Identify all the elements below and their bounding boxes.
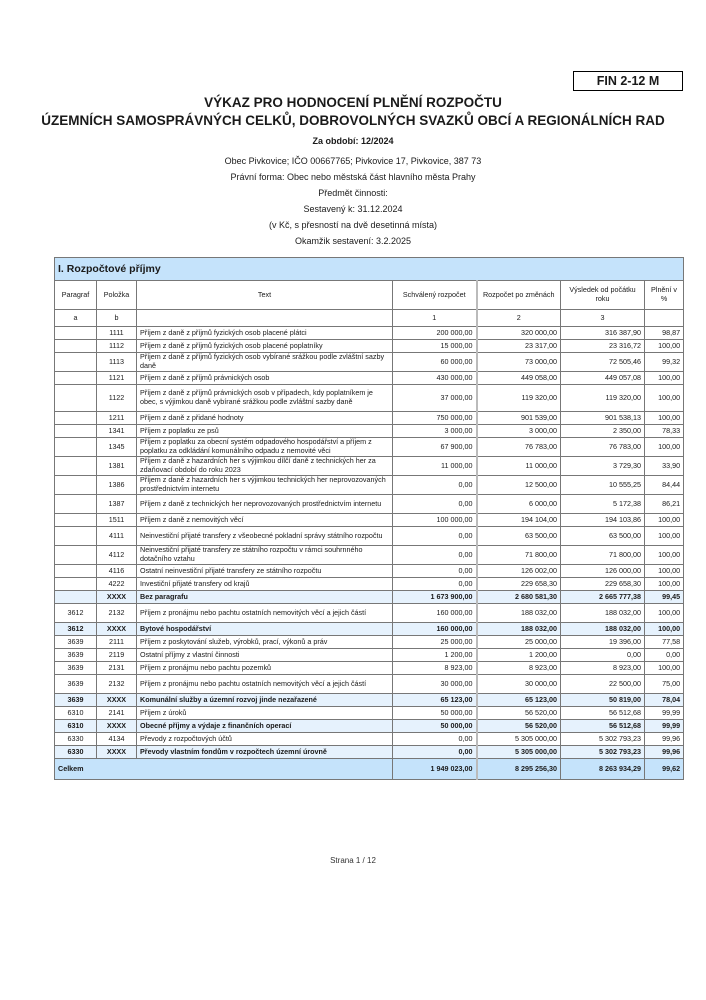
cell-text: Bytové hospodářství [137, 623, 393, 636]
cell-polozka: 1111 [97, 327, 137, 340]
col-header-schvaleny: Schválený rozpočet [393, 281, 477, 310]
cell-polozka: 1112 [97, 340, 137, 353]
cell-po-zmenach: 56 520,00 [477, 720, 561, 733]
cell-vysledek: 5 302 793,23 [561, 746, 645, 759]
cell-plneni: 33,90 [645, 457, 684, 476]
cell-vysledek: 56 512,68 [561, 707, 645, 720]
cell-text: Příjem z poplatku ze psů [137, 425, 393, 438]
cell-vysledek: 19 396,00 [561, 636, 645, 649]
cell-vysledek: 22 500,00 [561, 675, 645, 694]
cell-polozka: 4112 [97, 546, 137, 565]
table-row [55, 636, 684, 649]
cell-schvaleny: 160 000,00 [393, 604, 477, 623]
col-code-b: b [97, 310, 137, 327]
section-title: I. Rozpočtové příjmy [55, 258, 684, 281]
col-code-a: a [55, 310, 97, 327]
cell-po-zmenach: 3 000,00 [477, 425, 561, 438]
cell-po-zmenach: 12 500,00 [477, 476, 561, 495]
cell-vysledek: 71 800,00 [561, 546, 645, 565]
cell-text: Neinvestiční přijaté transfery z všeobecné pokladní správy státního rozpočtu [137, 527, 393, 546]
cell-schvaleny: 200 000,00 [393, 327, 477, 340]
cell-vysledek: 23 316,72 [561, 340, 645, 353]
cell-plneni: 78,33 [645, 425, 684, 438]
cell-paragraf [55, 578, 97, 591]
cell-schvaleny: 50 000,00 [393, 720, 477, 733]
col-code-3: 3 [561, 310, 645, 327]
cell-plneni: 99,99 [645, 707, 684, 720]
table-row [55, 514, 684, 527]
cell-vysledek: 901 538,13 [561, 412, 645, 425]
cell-schvaleny: 0,00 [393, 476, 477, 495]
cell-plneni: 99,96 [645, 746, 684, 759]
total-vysledek: 8 263 934,29 [561, 759, 645, 780]
cell-vysledek: 72 505,46 [561, 353, 645, 372]
table-row [55, 604, 684, 623]
cell-text: Příjem z daně z příjmů právnických osob v případech, kdy poplatníkem je obec, s výjimkou daně vybírané srážkou podle zvláštní sazby daně [137, 385, 393, 412]
cell-po-zmenach: 188 032,00 [477, 623, 561, 636]
total-row [55, 759, 684, 780]
report-period: Za období: 12/2024 [312, 136, 394, 146]
cell-polozka: 1341 [97, 425, 137, 438]
cell-paragraf [55, 438, 97, 457]
cell-polozka: 1113 [97, 353, 137, 372]
cell-polozka: 2131 [97, 662, 137, 675]
cell-vysledek: 76 783,00 [561, 438, 645, 457]
report-subtitle: ÚZEMNÍCH SAMOSPRÁVNÝCH CELKŮ, DOBROVOLNÝCH SVAZKŮ OBCÍ A REGIONÁLNÍCH RAD [41, 113, 665, 128]
col-header-polozka: Položka [97, 281, 137, 310]
cell-polozka: 1381 [97, 457, 137, 476]
cell-plneni: 77,58 [645, 636, 684, 649]
table-row [55, 385, 684, 412]
cell-text: Příjem z daně z příjmů fyzických osob placené poplatníky [137, 340, 393, 353]
cell-text: Příjem z daně z příjmů právnických osob [137, 372, 393, 385]
cell-text: Příjem z daně z příjmů fyzických osob vybírané srážkou podle zvláštní sazby daně [137, 353, 393, 372]
cell-schvaleny: 430 000,00 [393, 372, 477, 385]
cell-schvaleny: 3 000,00 [393, 425, 477, 438]
cell-schvaleny: 37 000,00 [393, 385, 477, 412]
cell-paragraf: 3639 [55, 662, 97, 675]
cell-po-zmenach: 5 305 000,00 [477, 733, 561, 746]
table-row [55, 438, 684, 457]
cell-vysledek: 188 032,00 [561, 623, 645, 636]
table-row [55, 707, 684, 720]
cell-plneni: 100,00 [645, 514, 684, 527]
cell-text: Příjem z daně z nemovitých věcí [137, 514, 393, 527]
cell-paragraf [55, 527, 97, 546]
cell-po-zmenach: 71 800,00 [477, 546, 561, 565]
cell-plneni: 100,00 [645, 662, 684, 675]
cell-po-zmenach: 188 032,00 [477, 604, 561, 623]
cell-vysledek: 5 172,38 [561, 495, 645, 514]
cell-vysledek: 8 923,00 [561, 662, 645, 675]
cell-vysledek: 63 500,00 [561, 527, 645, 546]
col-code-text [137, 310, 393, 327]
cell-vysledek: 56 512,68 [561, 720, 645, 733]
cell-polozka: 1121 [97, 372, 137, 385]
cell-polozka: 2119 [97, 649, 137, 662]
cell-vysledek: 188 032,00 [561, 604, 645, 623]
cell-schvaleny: 1 200,00 [393, 649, 477, 662]
cell-plneni: 78,04 [645, 694, 684, 707]
cell-text: Bez paragrafu [137, 591, 393, 604]
table-row [55, 675, 684, 694]
cell-paragraf [55, 340, 97, 353]
cell-schvaleny: 50 000,00 [393, 707, 477, 720]
column-header-row [55, 281, 684, 310]
cell-vysledek: 50 819,00 [561, 694, 645, 707]
cell-paragraf [55, 353, 97, 372]
cell-schvaleny: 67 900,00 [393, 438, 477, 457]
cell-paragraf: 6330 [55, 746, 97, 759]
subtotal-row [55, 720, 684, 733]
cell-polozka: 2132 [97, 604, 137, 623]
cell-po-zmenach: 901 539,00 [477, 412, 561, 425]
cell-po-zmenach: 229 658,30 [477, 578, 561, 591]
cell-polozka: 4111 [97, 527, 137, 546]
cell-po-zmenach: 320 000,00 [477, 327, 561, 340]
cell-vysledek: 194 103,86 [561, 514, 645, 527]
cell-schvaleny: 60 000,00 [393, 353, 477, 372]
cell-text: Příjem z daně z technických her neprovozovaných prostřednictvím internetu [137, 495, 393, 514]
col-header-paragraf: Paragraf [55, 281, 97, 310]
cell-polozka: XXXX [97, 720, 137, 733]
cell-text: Neinvestiční přijaté transfery ze státního rozpočtu v rámci souhrnného dotačního vztahu [137, 546, 393, 565]
table-row [55, 340, 684, 353]
cell-text: Příjem z úroků [137, 707, 393, 720]
col-header-text: Text [137, 281, 393, 310]
page-number: Strana 1 / 12 [330, 856, 376, 865]
cell-schvaleny: 65 123,00 [393, 694, 477, 707]
table-row [55, 327, 684, 340]
activity-subject: Předmět činnosti: [318, 188, 388, 198]
cell-vysledek: 119 320,00 [561, 385, 645, 412]
cell-schvaleny: 0,00 [393, 546, 477, 565]
cell-schvaleny: 160 000,00 [393, 623, 477, 636]
subtotal-row [55, 591, 684, 604]
cell-polozka: 1387 [97, 495, 137, 514]
cell-plneni: 100,00 [645, 372, 684, 385]
cell-paragraf: 6310 [55, 707, 97, 720]
cell-po-zmenach: 23 317,00 [477, 340, 561, 353]
cell-paragraf [55, 372, 97, 385]
cell-plneni: 99,32 [645, 353, 684, 372]
cell-schvaleny: 1 673 900,00 [393, 591, 477, 604]
cell-polozka: 4116 [97, 565, 137, 578]
cell-schvaleny: 8 923,00 [393, 662, 477, 675]
cell-paragraf [55, 425, 97, 438]
form-code: FIN 2-12 M [573, 71, 683, 91]
cell-po-zmenach: 449 058,00 [477, 372, 561, 385]
cell-plneni: 99,99 [645, 720, 684, 733]
cell-text: Převody vlastním fondům v rozpočtech územní úrovně [137, 746, 393, 759]
cell-polozka: 4222 [97, 578, 137, 591]
cell-vysledek: 2 350,00 [561, 425, 645, 438]
cell-polozka: XXXX [97, 623, 137, 636]
subtotal-row [55, 694, 684, 707]
cell-text: Příjem z daně z hazardních her s výjimkou technických her neprovozovaných prostřednictvím internetu [137, 476, 393, 495]
cell-polozka: 1386 [97, 476, 137, 495]
cell-po-zmenach: 2 680 581,30 [477, 591, 561, 604]
cell-schvaleny: 30 000,00 [393, 675, 477, 694]
cell-text: Obecné příjmy a výdaje z finančních operací [137, 720, 393, 733]
table-row [55, 649, 684, 662]
cell-vysledek: 10 555,25 [561, 476, 645, 495]
cell-vysledek: 229 658,30 [561, 578, 645, 591]
col-code-1: 1 [393, 310, 477, 327]
cell-schvaleny: 0,00 [393, 746, 477, 759]
cell-plneni: 100,00 [645, 340, 684, 353]
cell-text: Příjem z daně z přidané hodnoty [137, 412, 393, 425]
cell-text: Příjem z pronájmu nebo pachtu pozemků [137, 662, 393, 675]
cell-paragraf: 3639 [55, 636, 97, 649]
subtotal-row [55, 623, 684, 636]
total-schvaleny: 1 949 023,00 [393, 759, 477, 780]
section-header-row [55, 258, 684, 281]
cell-schvaleny: 0,00 [393, 733, 477, 746]
cell-polozka: XXXX [97, 694, 137, 707]
cell-text: Příjem z poskytování služeb, výrobků, prací, výkonů a práv [137, 636, 393, 649]
cell-polozka: XXXX [97, 746, 137, 759]
cell-po-zmenach: 63 500,00 [477, 527, 561, 546]
cell-paragraf: 3639 [55, 649, 97, 662]
total-plneni: 99,62 [645, 759, 684, 780]
cell-paragraf: 3612 [55, 604, 97, 623]
compiled-to-date: Sestavený k: 31.12.2024 [303, 204, 403, 214]
table-row [55, 662, 684, 675]
cell-text: Ostatní příjmy z vlastní činnosti [137, 649, 393, 662]
cell-schvaleny: 0,00 [393, 578, 477, 591]
column-code-row [55, 310, 684, 327]
cell-text: Příjem z daně z příjmů fyzických osob placené plátci [137, 327, 393, 340]
units-note: (v Kč, s přesností na dvě desetinná místa) [268, 220, 438, 230]
table-row [55, 565, 684, 578]
cell-paragraf [55, 514, 97, 527]
cell-paragraf [55, 412, 97, 425]
table-row [55, 527, 684, 546]
cell-schvaleny: 0,00 [393, 495, 477, 514]
cell-po-zmenach: 73 000,00 [477, 353, 561, 372]
compiled-at: Okamžik sestavení: 3.2.2025 [294, 236, 412, 246]
cell-vysledek: 126 000,00 [561, 565, 645, 578]
table-row [55, 353, 684, 372]
legal-form: Právní forma: Obec nebo městská část hlavního města Prahy [230, 172, 476, 182]
cell-plneni: 84,44 [645, 476, 684, 495]
col-code-2: 2 [477, 310, 561, 327]
table-row [55, 578, 684, 591]
cell-paragraf [55, 495, 97, 514]
budget-revenue-table [54, 257, 684, 780]
cell-plneni: 100,00 [645, 565, 684, 578]
cell-text: Převody z rozpočtových účtů [137, 733, 393, 746]
cell-polozka: 1122 [97, 385, 137, 412]
table-row [55, 546, 684, 565]
cell-schvaleny: 750 000,00 [393, 412, 477, 425]
cell-plneni: 100,00 [645, 438, 684, 457]
col-code-plneni [645, 310, 684, 327]
cell-text: Příjem z pronájmu nebo pachtu ostatních nemovitých věcí a jejich částí [137, 675, 393, 694]
cell-polozka: 4134 [97, 733, 137, 746]
cell-po-zmenach: 5 305 000,00 [477, 746, 561, 759]
cell-vysledek: 316 387,90 [561, 327, 645, 340]
col-header-po-zmenach: Rozpočet po změnách [477, 281, 561, 310]
cell-paragraf [55, 546, 97, 565]
cell-text: Příjem z poplatku za obecní systém odpadového hospodářství a příjem z poplatku za odkládání komunálního odpadu z nemovité věci [137, 438, 393, 457]
cell-plneni: 98,87 [645, 327, 684, 340]
cell-plneni: 99,96 [645, 733, 684, 746]
cell-po-zmenach: 8 923,00 [477, 662, 561, 675]
cell-po-zmenach: 6 000,00 [477, 495, 561, 514]
cell-vysledek: 449 057,08 [561, 372, 645, 385]
cell-po-zmenach: 194 104,00 [477, 514, 561, 527]
total-po-zmenach: 8 295 256,30 [477, 759, 561, 780]
cell-plneni: 0,00 [645, 649, 684, 662]
cell-polozka: 1345 [97, 438, 137, 457]
cell-plneni: 86,21 [645, 495, 684, 514]
cell-plneni: 100,00 [645, 527, 684, 546]
total-label: Celkem [55, 759, 393, 780]
cell-po-zmenach: 126 002,00 [477, 565, 561, 578]
cell-plneni: 100,00 [645, 604, 684, 623]
cell-text: Ostatní neinvestiční přijaté transfery ze státního rozpočtu [137, 565, 393, 578]
table-row [55, 425, 684, 438]
cell-schvaleny: 0,00 [393, 565, 477, 578]
cell-schvaleny: 0,00 [393, 527, 477, 546]
cell-paragraf [55, 457, 97, 476]
table-row [55, 733, 684, 746]
cell-po-zmenach: 56 520,00 [477, 707, 561, 720]
cell-text: Investiční přijaté transfery od krajů [137, 578, 393, 591]
cell-paragraf: 3639 [55, 675, 97, 694]
cell-plneni: 100,00 [645, 385, 684, 412]
cell-po-zmenach: 1 200,00 [477, 649, 561, 662]
cell-plneni: 100,00 [645, 623, 684, 636]
cell-po-zmenach: 76 783,00 [477, 438, 561, 457]
cell-plneni: 100,00 [645, 412, 684, 425]
cell-plneni: 99,45 [645, 591, 684, 604]
cell-po-zmenach: 119 320,00 [477, 385, 561, 412]
cell-polozka: 1211 [97, 412, 137, 425]
cell-paragraf [55, 476, 97, 495]
table-row [55, 372, 684, 385]
cell-schvaleny: 100 000,00 [393, 514, 477, 527]
cell-plneni: 100,00 [645, 578, 684, 591]
cell-vysledek: 5 302 793,23 [561, 733, 645, 746]
cell-vysledek: 2 665 777,38 [561, 591, 645, 604]
col-header-plneni: Plnění v % [645, 281, 684, 310]
table-row [55, 495, 684, 514]
cell-polozka: 2111 [97, 636, 137, 649]
cell-text: Příjem z pronájmu nebo pachtu ostatních nemovitých věcí a jejich částí [137, 604, 393, 623]
cell-paragraf [55, 385, 97, 412]
cell-po-zmenach: 30 000,00 [477, 675, 561, 694]
cell-polozka: 2141 [97, 707, 137, 720]
cell-polozka: 2132 [97, 675, 137, 694]
cell-plneni: 100,00 [645, 546, 684, 565]
cell-paragraf [55, 565, 97, 578]
cell-plneni: 75,00 [645, 675, 684, 694]
table-row [55, 476, 684, 495]
entity-info: Obec Pivkovice; IČO 00667765; Pivkovice 17, Pivkovice, 387 73 [224, 156, 482, 166]
table-row [55, 457, 684, 476]
cell-paragraf [55, 327, 97, 340]
cell-po-zmenach: 65 123,00 [477, 694, 561, 707]
cell-polozka: 1511 [97, 514, 137, 527]
cell-text: Komunální služby a územní rozvoj jinde nezařazené [137, 694, 393, 707]
subtotal-row [55, 746, 684, 759]
cell-paragraf: 6310 [55, 720, 97, 733]
cell-paragraf [55, 591, 97, 604]
cell-vysledek: 0,00 [561, 649, 645, 662]
cell-po-zmenach: 25 000,00 [477, 636, 561, 649]
cell-po-zmenach: 11 000,00 [477, 457, 561, 476]
cell-polozka: XXXX [97, 591, 137, 604]
cell-paragraf: 3612 [55, 623, 97, 636]
report-title: VÝKAZ PRO HODNOCENÍ PLNĚNÍ ROZPOČTU [204, 95, 502, 110]
cell-schvaleny: 11 000,00 [393, 457, 477, 476]
cell-vysledek: 3 729,30 [561, 457, 645, 476]
cell-schvaleny: 25 000,00 [393, 636, 477, 649]
col-header-vysledek: Výsledek od počátku roku [561, 281, 645, 310]
table-row [55, 412, 684, 425]
cell-paragraf: 3639 [55, 694, 97, 707]
cell-schvaleny: 15 000,00 [393, 340, 477, 353]
cell-text: Příjem z daně z hazardních her s výjimkou dílčí daně z technických her za zdaňovací období do roku 2023 [137, 457, 393, 476]
cell-paragraf: 6330 [55, 733, 97, 746]
